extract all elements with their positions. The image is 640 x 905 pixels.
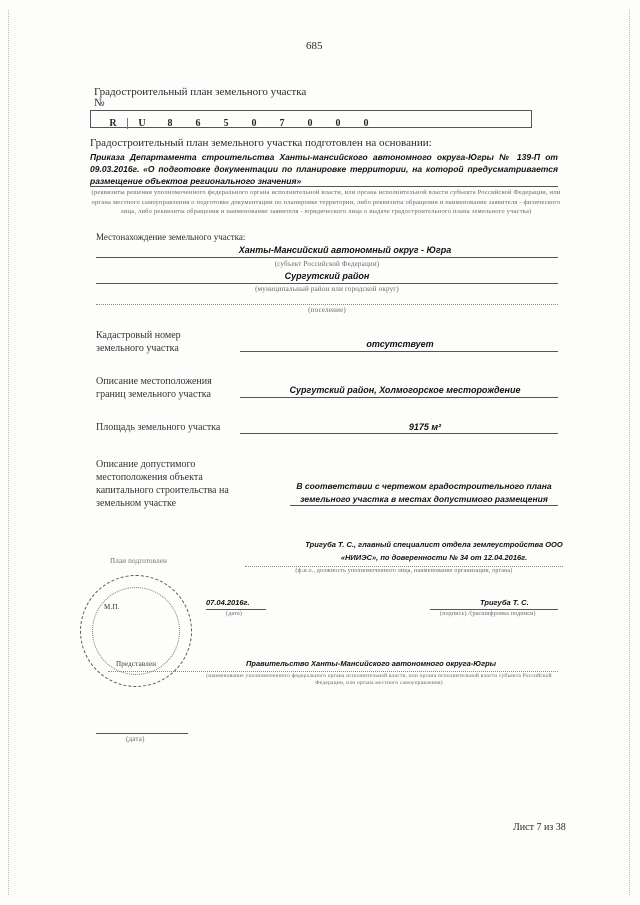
prepared-value: Тригуба Т. С., главный специалист отдела землеустройства ООО «НИИЭС», по доверенности № 34 от 12.04.2016г.	[305, 540, 563, 562]
prepared-rule	[245, 566, 563, 567]
plan-number-digit: 0	[251, 118, 257, 129]
cadastral-label: Кадастровый номер земельного участка	[96, 330, 181, 354]
plan-number-digit: 0	[363, 118, 369, 129]
description-label: Описание местоположения границ земельного участка	[96, 376, 212, 400]
allowed-value: В соответствии с чертежом градостроительного плана земельного участка в местах допустимого размещения	[296, 481, 552, 504]
presented-note: (наименование уполномоченного федерального органа исполнительной власти, или органа исполнительной власти субъекта Российской Федерации, или органа местного самоуправления)	[206, 673, 552, 686]
settlement-rule	[96, 304, 558, 305]
area-label: Площадь земельного участка	[96, 422, 221, 433]
plan-number-digit: 0	[335, 118, 341, 129]
doc-title: Градостроительный план земельного участка	[94, 86, 307, 98]
stamp-date-rule	[206, 609, 266, 610]
location-label: Местонахождение земельного участка:	[96, 232, 246, 242]
allowed-rule	[290, 505, 558, 506]
plan-number-digit: 7	[279, 118, 285, 129]
basis-note: (реквизиты решения уполномоченного федерального органа исполнительной власти, или органа исполнительной власти субъекта Российской Федерации, или органа местного самоуправления о подготовке документации по планировке территории, либо реквизиты обращения и наименование заявителя - физического лица, либо реквизиты обращения и наименование заявителя - юридического лица о выдаче градостроительного плана земельного участка)	[91, 189, 561, 215]
area-rule	[240, 433, 558, 434]
settlement-note: (поселение)	[308, 306, 346, 314]
cadastral-rule	[240, 351, 558, 352]
plan-number-digit: 8	[167, 118, 173, 129]
basis-heading: Градостроительный план земельного участка подготовлен на основании:	[90, 137, 432, 149]
region-note: (субъект Российской Федерации)	[274, 260, 380, 268]
plan-number-digit: U	[138, 118, 146, 129]
presented-value: Правительство Ханты-Мансийского автономного округа-Югры	[246, 659, 497, 668]
signature-name: Тригуба Т. С.	[480, 598, 529, 607]
sheet-label: Лист 7 из 38	[513, 822, 566, 833]
signature-rule	[430, 609, 558, 610]
presented-label: Представлен	[116, 660, 157, 668]
plan-number-digit: 5	[223, 118, 229, 129]
prepared-note: (ф.и.о., должность уполномоченного лица, наименование организации, органа)	[295, 568, 513, 574]
plan-number-box	[90, 110, 532, 128]
stamp-date-note: (дата)	[226, 611, 243, 617]
basis-rule	[90, 186, 558, 187]
prepared-label: План подготовлен	[110, 557, 168, 565]
stamp-date: 07.04.2016г.	[206, 598, 250, 607]
district-note: (муниципальный район или городской округ)	[255, 285, 399, 293]
region-rule	[96, 257, 558, 258]
area-value: 9175 м²	[408, 422, 442, 432]
district-rule	[96, 283, 558, 284]
scan-edge-left	[8, 10, 9, 895]
location-region: Ханты-Мансийский автономный округ - Югра	[238, 245, 452, 255]
scan-edge-right	[629, 10, 630, 895]
description-value: Сургутский район, Холмогорское месторождение	[289, 385, 521, 395]
description-rule	[240, 397, 558, 398]
allowed-label: Описание допустимого местоположения объекта капитального строительства на земельном участке	[96, 459, 229, 509]
signature-note: (подпись) /(расшифровка подписи)	[440, 611, 536, 617]
plan-number-digit: 0	[307, 118, 313, 129]
plan-number-digit: 6	[195, 118, 201, 129]
cadastral-value: отсутствует	[366, 339, 434, 349]
presented-rule	[108, 671, 558, 672]
plan-number-digit: R	[99, 118, 128, 129]
stamp-label: М.П.	[104, 603, 120, 611]
page-number: 685	[306, 40, 323, 52]
bottom-date-note: (дата)	[126, 735, 145, 743]
location-district: Сургутский район	[284, 271, 370, 281]
bottom-date-rule	[96, 733, 188, 734]
basis-text: Приказа Департамента строительства Ханты-мансийского автономного округа-Югры № 139-П от 09.03.2016г. «О подготовке документации по планировке территории, на которой предусматривается размещение объектов регионального значения»	[90, 152, 558, 186]
number-label: №	[94, 97, 105, 109]
